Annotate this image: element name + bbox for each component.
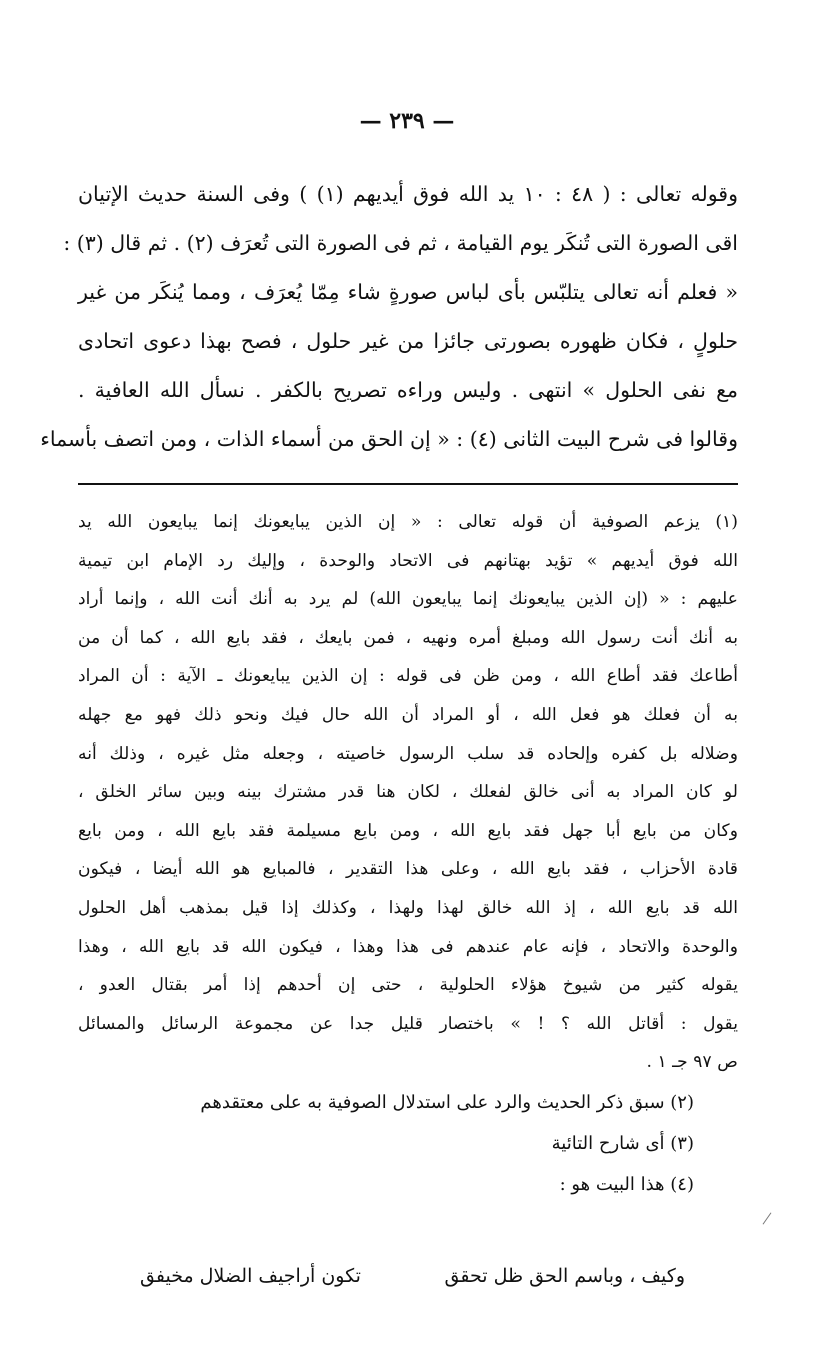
- page-number: — ٢٣٩ —: [359, 108, 455, 134]
- footnote-separator: [78, 483, 738, 485]
- footnotes: [78, 503, 738, 1205]
- footnote-line: يقوله كثير من شيوخ هؤلاء الحلولية ، حتى إن أحدهم إذا أمر بقتال العدو ،: [78, 975, 738, 996]
- footnote-line: ص ٩٧ جـ ١ .: [646, 1052, 738, 1073]
- poem-verse: [140, 1256, 685, 1296]
- verse-second-hemistich: تكون أراجيف الضلال مخيفق: [140, 1265, 361, 1287]
- footnote-line: وضلاله بل كفره وإلحاده قد سلب الرسول خاصيته ، وجعله مثل غيره ، وذلك أنه: [78, 743, 738, 764]
- main-line: « فعلم أنه تعالى يتلبّس بأى لباس صورةٍ شاء مِمّا يُعرَف ، ومما يُنكَر من غير: [78, 280, 738, 304]
- footnote-line: به أن فعلك هو فعل الله ، أو المراد أن الله حال فيك ونحو ذلك فهو مع جهله: [78, 704, 738, 725]
- main-text: [40, 170, 739, 464]
- footnote-2: (٢) سبق ذكر الحديث والرد على استدلال الصوفية به على معتقدهم: [200, 1091, 694, 1113]
- margin-pencil-mark: [763, 1212, 772, 1224]
- footnote-line: لو كان المراد به أنى خالق لفعلك ، لكان هنا قدر مشترك بينه وبين سائر الخلق ،: [78, 782, 738, 803]
- footnote-line: قادة الأحزاب ، فقد بايع الله ، وعلى هذا التقدير ، فالمبايع هو الله أيضا ، فيكون: [78, 859, 738, 880]
- footnote-line: الله قد بايع الله ، إذ الله خالق لهذا ولهذا ، وكذلك إذا قيل بمذهب أهل الحلول: [78, 897, 738, 918]
- footnote-1: [78, 503, 738, 1082]
- footnote-line: يقول : أقاتل الله ؟ ! » باختصار قليل جدا عن مجموعة الرسائل والمسائل: [78, 1013, 738, 1034]
- footnote-line: به أنك أنت رسول الله ومبلغ أمره ونهيه ، فمن بايعك ، فقد بايع الله ، كما أن من: [78, 627, 738, 648]
- main-line: اقى الصورة التى تُنكَر يوم القيامة ، ثم فى الصورة التى تُعرَف (٢) . ثم قال (٣) :: [63, 231, 738, 255]
- footnote-line: والوحدة والاتحاد ، فإنه عام عندهم فى هذا وهذا ، فيكون الله قد بايع الله ، وهذا: [78, 936, 738, 957]
- main-line: مع نفى الحلول » انتهى . وليس وراءه تصريح بالكفر . نسأل الله العافية .: [78, 378, 738, 402]
- verse-first-hemistich: وكيف ، وباسم الحق ظل تحقق: [444, 1265, 685, 1287]
- footnote-line: الله فوق أيديهم » تؤيد بهتانهم فى الاتحاد والوحدة ، وإليك رد الإمام ابن تيمية: [78, 550, 738, 571]
- footnote-line: وكان من بايع أبا جهل فقد بايع الله ، ومن بايع مسيلمة فقد بايع الله ، ومن بايع: [78, 820, 738, 841]
- footnote-3: (٣) أى شارح التائية: [551, 1132, 694, 1154]
- footnote-line: (١) يزعم الصوفية أن قوله تعالى : « إن الذين يبايعونك إنما يبايعون الله يد: [78, 512, 738, 532]
- main-line: حلولٍ ، فكان ظهوره بصورتى جائزا من غير حلول ، فصح بهذا دعوى اتحادى: [78, 329, 738, 353]
- footnote-line: عليهم : « (إن الذين يبايعونك إنما يبايعون الله) لم يرد به أنك أنت الله ، وإنما أراد: [78, 589, 738, 610]
- footnote-line: أطاعك فقد أطاع الله ، ومن ظن فى قوله : إن الذين يبايعونك ـ الآية : أن المراد: [78, 666, 738, 687]
- main-line: وقالوا فى شرح البيت الثانى (٤) : « إن الحق من أسماء الذات ، ومن اتصف بأسماء: [40, 427, 738, 451]
- main-line: وقوله تعالى : ( ٤٨ : ١٠ يد الله فوق أيديهم (١) ) وفى السنة حديث الإتيان: [78, 182, 739, 206]
- footnote-4: (٤) هذا البيت هو :: [559, 1173, 694, 1195]
